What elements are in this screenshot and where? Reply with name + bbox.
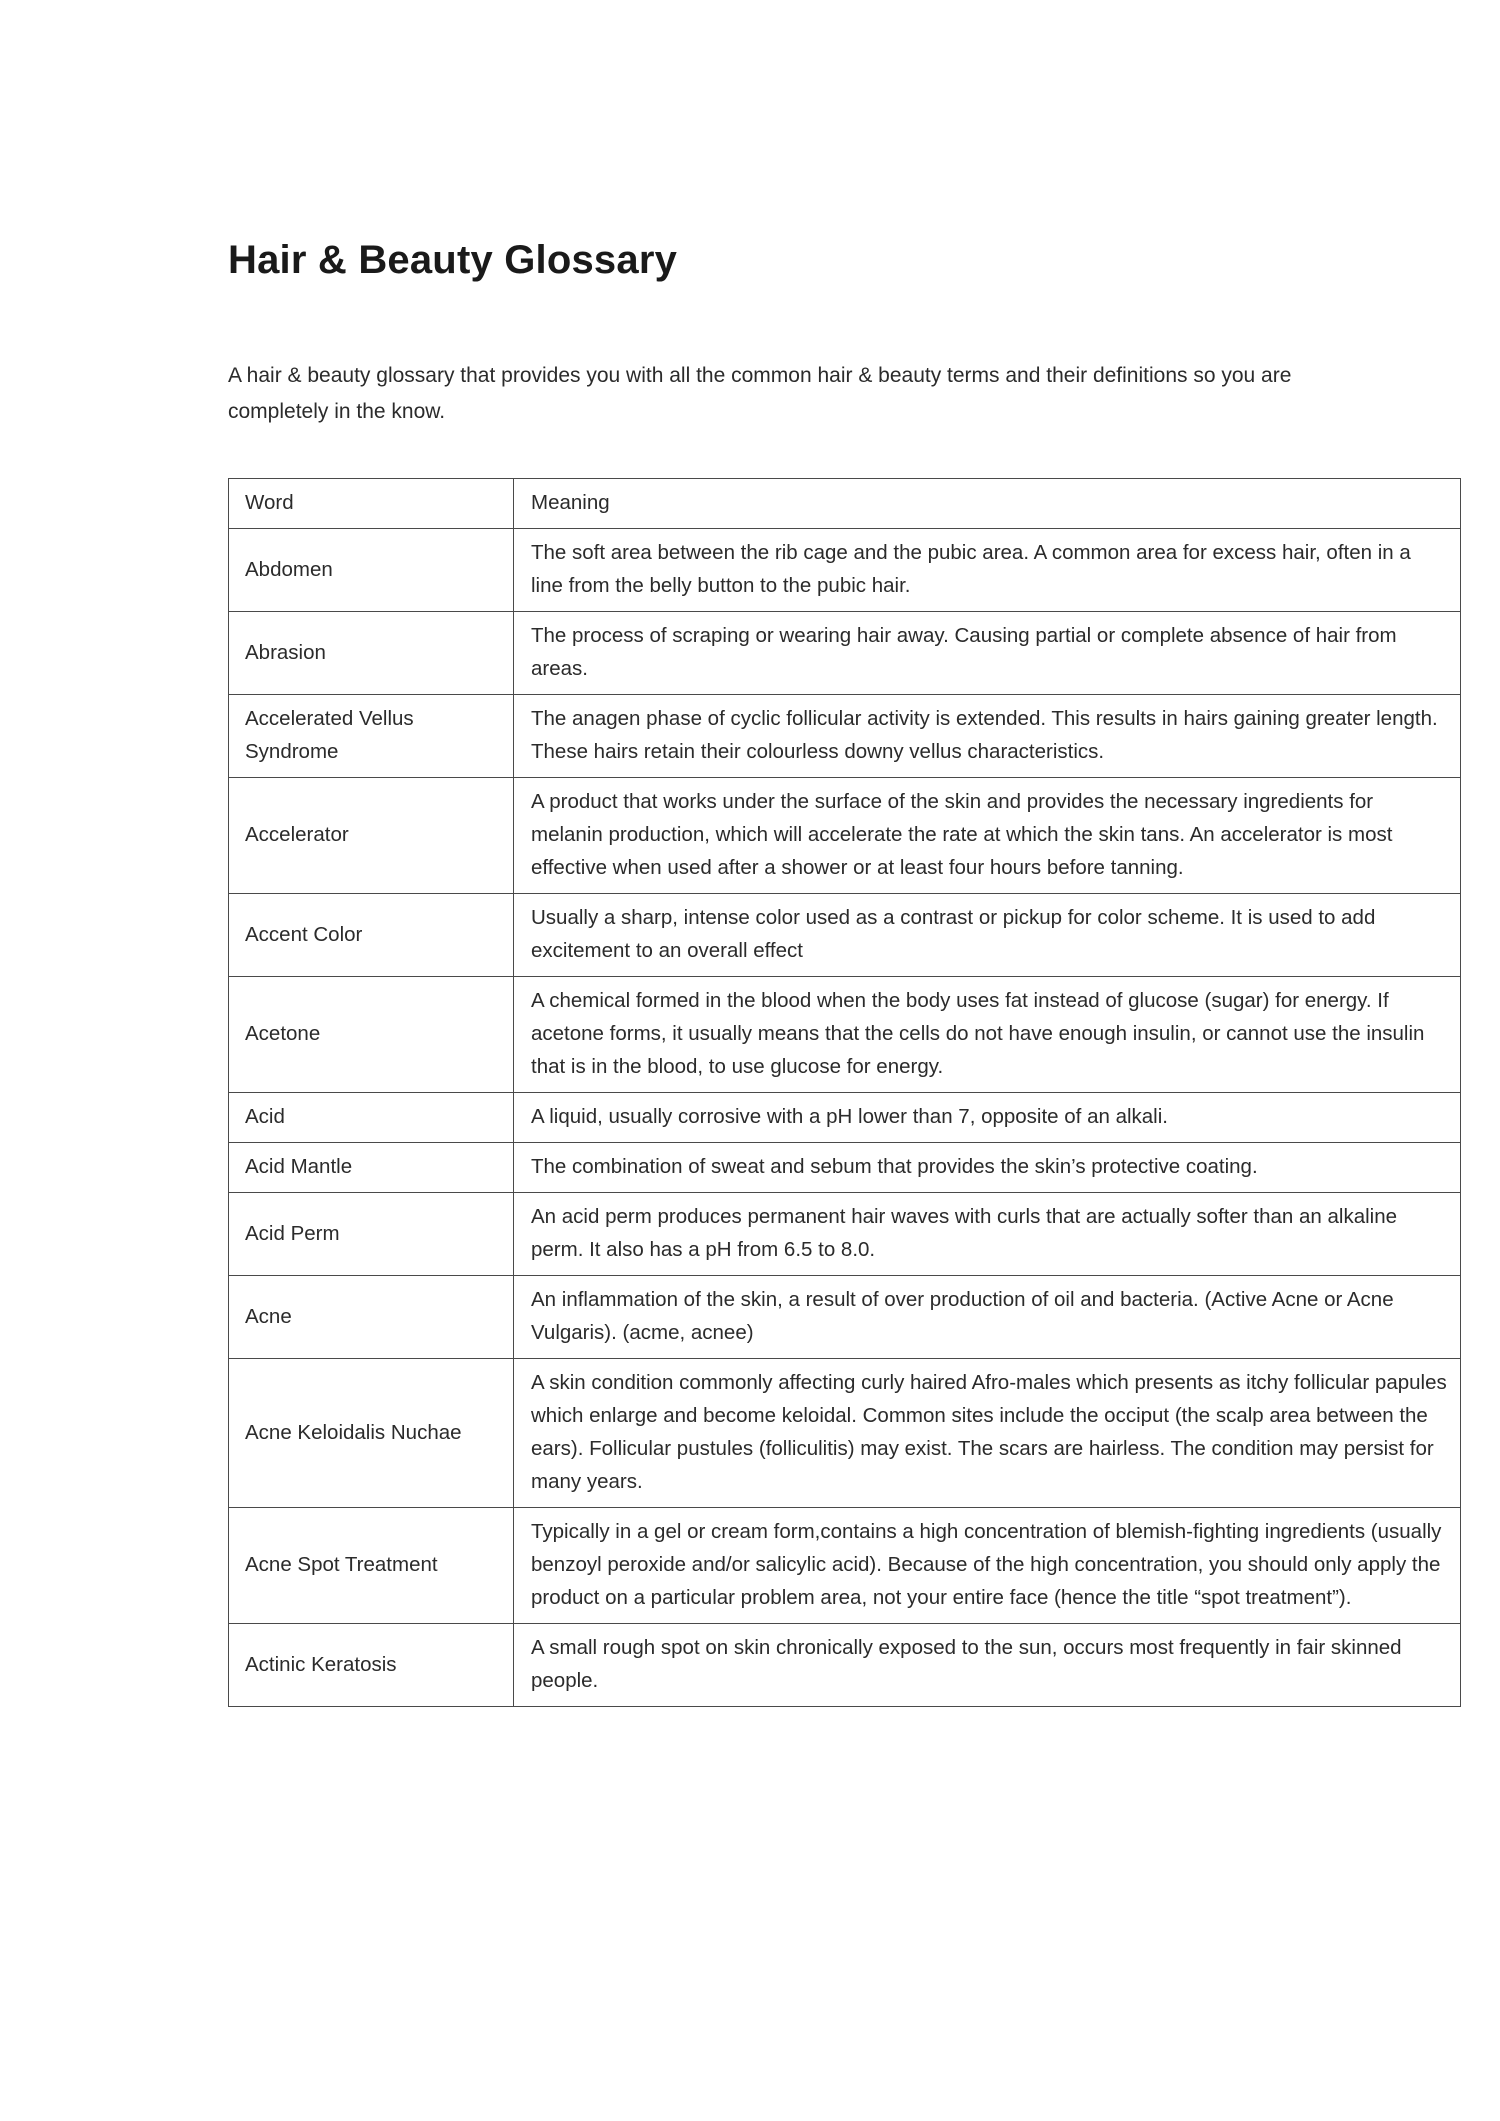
glossary-term: Acne Keloidalis Nuchae — [229, 1359, 514, 1508]
glossary-term: Acetone — [229, 977, 514, 1093]
table-row — [229, 1143, 1461, 1193]
glossary-definition: An inflammation of the skin, a result of over production of oil and bacteria. (Active Acne or Acne Vulgaris). (acme, acnee) — [514, 1276, 1461, 1359]
table-row — [229, 695, 1461, 778]
glossary-term: Acne Spot Treatment — [229, 1508, 514, 1624]
glossary-term: Abrasion — [229, 612, 514, 695]
glossary-term: Acne — [229, 1276, 514, 1359]
glossary-term: Accelerated Vellus Syndrome — [229, 695, 514, 778]
glossary-term: Acid Perm — [229, 1193, 514, 1276]
intro-paragraph: A hair & beauty glossary that provides you with all the common hair & beauty terms and their definitions so you are completely in the know. — [228, 364, 1292, 423]
glossary-definition: Usually a sharp, intense color used as a contrast or pickup for color scheme. It is used to add excitement to an overall effect — [514, 894, 1461, 977]
table-row — [229, 894, 1461, 977]
glossary-definition: The process of scraping or wearing hair away. Causing partial or complete absence of hair from areas. — [514, 612, 1461, 695]
glossary-table — [228, 478, 1461, 1707]
glossary-definition: A product that works under the surface of the skin and provides the necessary ingredients for melanin production, which will accelerate the rate at which the skin tans. An accelerator is most effective when used after a shower or at least four hours before tanning. — [514, 778, 1461, 894]
table-row — [229, 1193, 1461, 1276]
table-row — [229, 1276, 1461, 1359]
table-row — [229, 977, 1461, 1093]
glossary-definition: A liquid, usually corrosive with a pH lower than 7, opposite of an alkali. — [514, 1093, 1461, 1143]
table-row — [229, 1508, 1461, 1624]
table-header-row — [229, 479, 1461, 529]
table-row — [229, 1624, 1461, 1707]
glossary-definition: Typically in a gel or cream form,contains a high concentration of blemish-fighting ingredients (usually benzoyl peroxide and/or salicylic acid). Because of the high concentration, you should only apply the product on a particular problem area, not your entire face (hence the title “spot treatment”). — [514, 1508, 1461, 1624]
column-header-meaning: Meaning — [514, 479, 1461, 529]
glossary-term: Acid — [229, 1093, 514, 1143]
glossary-term: Acid Mantle — [229, 1143, 514, 1193]
table-row — [229, 1093, 1461, 1143]
table-row — [229, 529, 1461, 612]
glossary-definition: A chemical formed in the blood when the body uses fat instead of glucose (sugar) for energy. If acetone forms, it usually means that the cells do not have enough insulin, or cannot use the insulin that is in the blood, to use glucose for energy. — [514, 977, 1461, 1093]
glossary-term: Accent Color — [229, 894, 514, 977]
glossary-term: Accelerator — [229, 778, 514, 894]
column-header-word: Word — [229, 479, 514, 529]
table-row — [229, 612, 1461, 695]
glossary-definition: The anagen phase of cyclic follicular activity is extended. This results in hairs gaining greater length. These hairs retain their colourless downy vellus characteristics. — [514, 695, 1461, 778]
glossary-definition: The combination of sweat and sebum that provides the skin’s protective coating. — [514, 1143, 1461, 1193]
table-row — [229, 1359, 1461, 1508]
glossary-definition: A small rough spot on skin chronically exposed to the sun, occurs most frequently in fair skinned people. — [514, 1624, 1461, 1707]
glossary-definition: An acid perm produces permanent hair waves with curls that are actually softer than an alkaline perm. It also has a pH from 6.5 to 8.0. — [514, 1193, 1461, 1276]
table-row — [229, 778, 1461, 894]
glossary-term: Actinic Keratosis — [229, 1624, 514, 1707]
page-title: Hair & Beauty Glossary — [228, 238, 678, 282]
glossary-term: Abdomen — [229, 529, 514, 612]
glossary-definition: The soft area between the rib cage and the pubic area. A common area for excess hair, often in a line from the belly button to the pubic hair. — [514, 529, 1461, 612]
glossary-definition: A skin condition commonly affecting curly haired Afro-males which presents as itchy follicular papules which enlarge and become keloidal. Common sites include the occiput (the scalp area between the ears). Follicular pustules (folliculitis) may exist. The scars are hairless. The condition may persist for many years. — [514, 1359, 1461, 1508]
